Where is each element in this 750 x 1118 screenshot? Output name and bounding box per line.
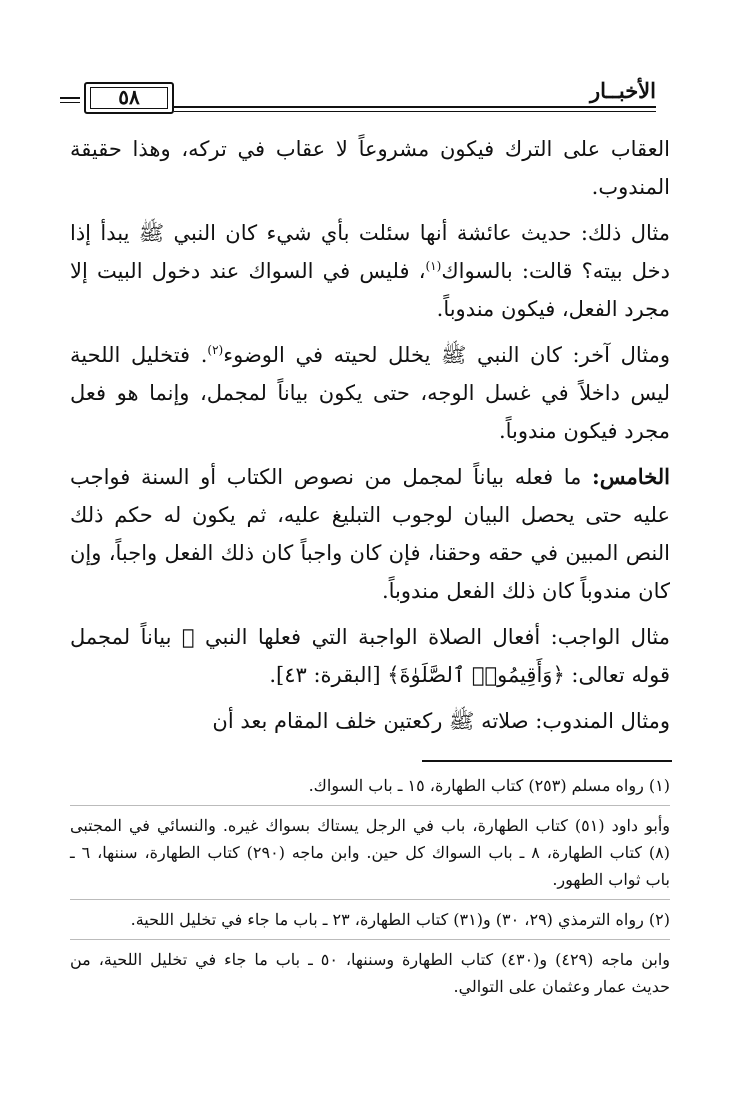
header-rule: [60, 102, 80, 103]
footnote-separator: [422, 760, 672, 762]
paragraph-text: ومثال المندوب: صلاته ﷺ ركعتين خلف المقام بعد أن: [212, 709, 670, 733]
footnotes: [70, 772, 670, 1006]
paragraph: [70, 214, 670, 328]
footnote-marker[interactable]: (١): [425, 259, 442, 273]
page-number: ٥٨: [118, 85, 140, 109]
paragraph-text: مثال ذلك: حديث عائشة أنها سئلت بأي شيء كان النبي ﷺ يبدأ إذا دخل بيته؟ قالت: بالسواك: [70, 221, 670, 283]
header-rule: [174, 111, 656, 112]
page-header: [60, 78, 656, 118]
paragraph-text: ومثال آخر: كان النبي ﷺ يخلل لحيته في الوضوء: [223, 343, 670, 367]
paragraph: [70, 130, 670, 206]
paragraph-text: ، فليس في السواك عند دخول البيت إلا مجرد الفعل، فيكون مندوباً.: [70, 259, 670, 321]
footnote-divider: [70, 899, 670, 900]
footnote: وأبو داود (٥١) كتاب الطهارة، باب في الرجل يستاك بسواك غيره. والنسائي في المجتبى (٨) كتاب الطهارة، ٨ ـ باب السواك كل حين. وابن ماجه (٢٩٠) كتاب الطهارة، سننها، ٦ ـ باب ثواب الطهور.: [70, 816, 670, 889]
running-title: الأخبــار: [590, 78, 656, 103]
paragraph-text: مثال الواجب: أفعال الصلاة الواجبة التي فعلها النبي ﷺ بياناً لمجمل قوله تعالى: ﴿وَأَقِيمُوا۟ ٱلصَّلَوٰةَ﴾ [البقرة: ٤٣].: [70, 625, 670, 687]
paragraph-text: . فتخليل اللحية ليس داخلاً في غسل الوجه، حتى يكون بياناً لمجمل، وإنما هو فعل مجرد فيكون مندوباً.: [70, 343, 670, 443]
paragraph: [70, 618, 670, 694]
footnote-divider: [70, 939, 670, 940]
footnote: (١) رواه مسلم (٢٥٣) كتاب الطهارة، ١٥ ـ باب السواك.: [308, 776, 670, 795]
paragraph: [70, 702, 670, 740]
footnote-marker[interactable]: (٢): [207, 343, 224, 357]
footnote: (٢) رواه الترمذي (٢٩، ٣٠) و(٣١) كتاب الطهارة، ٢٣ ـ باب ما جاء في تخليل اللحية.: [130, 910, 670, 929]
header-rule: [60, 97, 80, 99]
section-lead: الخامس:: [592, 464, 670, 489]
footnote: وابن ماجه (٤٢٩) و(٤٣٠) كتاب الطهارة وسننها، ٥٠ ـ باب ما جاء في تخليل اللحية، من حديث عمار وعثمان على التوالي.: [70, 950, 670, 996]
paragraph: [70, 458, 670, 610]
main-text: [70, 130, 670, 748]
page-number-frame: [84, 82, 174, 114]
paragraph: [70, 336, 670, 450]
header-rule: [174, 106, 656, 108]
footnote-divider: [70, 805, 670, 806]
paragraph-text: العقاب على الترك فيكون مشروعاً لا عقاب في تركه، وهذا حقيقة المندوب.: [70, 137, 670, 199]
paragraph-text: ما فعله بياناً لمجمل من نصوص الكتاب أو السنة فواجب عليه حتى يحصل البيان لوجوب التبليغ عليه، ثم يكون له حكم ذلك النص المبين في حقه وحقنا، فإن كان واجباً كان ذلك الفعل واجباً، وإن كان مندوباً كان ذلك الفعل مندوباً.: [70, 465, 670, 603]
